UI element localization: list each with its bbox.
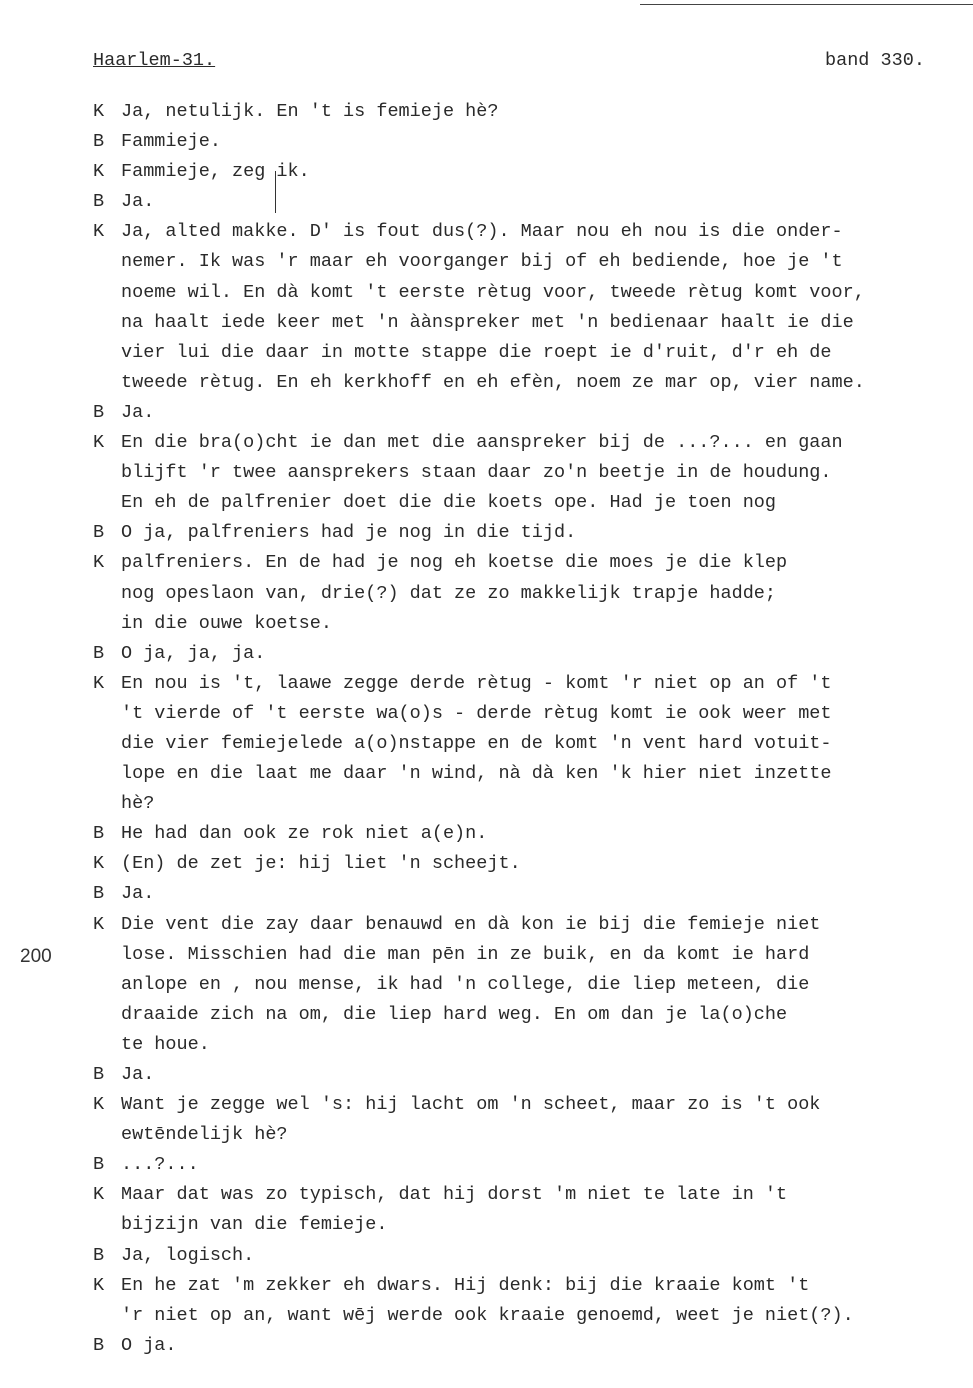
transcript-turn <box>93 639 953 669</box>
transcript-line: O ja, ja, ja. <box>121 642 266 664</box>
transcript <box>93 97 953 1361</box>
turn-text <box>121 1271 953 1331</box>
turn-text <box>121 187 953 217</box>
turn-text <box>121 1150 953 1180</box>
transcript-turn <box>93 1180 953 1240</box>
transcript-turn <box>93 428 953 518</box>
speaker-label: K <box>93 161 105 183</box>
speaker-label: K <box>93 913 105 935</box>
transcript-line: Fammieje. <box>121 131 221 153</box>
transcript-turn <box>93 1271 953 1331</box>
speaker-label: B <box>93 401 105 423</box>
speaker-label: K <box>93 1094 105 1116</box>
speaker-label: K <box>93 552 105 574</box>
speaker-label: K <box>93 672 105 694</box>
transcript-line: vier lui die daar in motte stappe die roept ie d'ruit, d'r eh de <box>121 341 832 363</box>
transcript-line: lose. Misschien had die man pēn in ze buik, en da komt ie hard <box>121 943 810 965</box>
transcript-line: nog opeslaon van, drie(?) dat ze zo makkelijk trapje hadde; <box>121 582 777 604</box>
speaker-label: B <box>93 1334 105 1356</box>
speaker-label: B <box>93 1064 105 1085</box>
transcript-line: Ja, logisch. <box>121 1244 255 1266</box>
speaker-label: B <box>93 131 105 153</box>
transcript-line: in die ouwe koetse. <box>121 612 332 634</box>
speaker-label: K <box>93 1184 105 1206</box>
transcript-line: 'r niet op an, want wēj werde ook kraaie genoemd, weet je niet(?). <box>121 1304 854 1326</box>
speaker-label: B <box>93 883 105 905</box>
transcript-line: hè? <box>121 793 155 815</box>
transcript-line: te houe. <box>121 1033 210 1055</box>
speaker-label: B <box>93 1244 105 1266</box>
transcript-line: die vier femiejelede a(o)nstappe en de komt 'n vent hard votuit- <box>121 732 832 754</box>
page-header-location <box>93 46 215 76</box>
transcript-turn <box>93 548 953 638</box>
transcript-turn <box>93 217 953 398</box>
transcript-turn <box>93 1060 953 1090</box>
turn-text <box>121 398 953 428</box>
transcript-line: bijzijn van die femieje. <box>121 1214 388 1236</box>
transcript-turn <box>93 187 953 217</box>
transcript-line: O ja. <box>121 1334 177 1356</box>
turn-text <box>121 1331 953 1361</box>
turn-text <box>121 127 953 157</box>
speaker-label: B <box>93 642 105 664</box>
speaker-label: K <box>93 221 105 243</box>
speaker-label: K <box>93 1274 105 1296</box>
turn-text <box>121 819 953 849</box>
transcript-line: Want je zegge wel 's: hij lacht om 'n scheet, maar zo is 't ook <box>121 1094 821 1116</box>
transcript-turn <box>93 1090 953 1150</box>
transcript-line: Die vent die zay daar benauwd en dà kon ie bij die femieje niet <box>121 913 821 935</box>
transcript-line: Ja, netulijk. En 't is femieje hè? <box>121 101 499 122</box>
transcript-turn <box>93 97 953 127</box>
turn-text <box>121 1180 953 1240</box>
transcript-line: nemer. Ik was 'r maar eh voorganger bij of eh bediende, hoe je 't <box>121 251 843 273</box>
transcript-turn <box>93 849 953 879</box>
transcript-line: Ja. <box>121 883 155 905</box>
transcript-line: Ja, alted makke. D' is fout dus(?). Maar nou eh nou is die onder- <box>121 221 843 243</box>
transcript-line: En eh de palfrenier doet die die koets ope. Had je toen nog <box>121 492 777 514</box>
top-rule <box>640 4 973 5</box>
transcript-turn <box>93 669 953 819</box>
turn-text <box>121 849 953 879</box>
transcript-line: draaide zich na om, die liep hard weg. En om dan je la(o)che <box>121 1003 788 1025</box>
transcript-line: Ja. <box>121 1064 155 1085</box>
transcript-line: O ja, palfreniers had je nog in die tijd. <box>121 522 577 544</box>
header-location-text: Haarlem-31. <box>93 50 216 71</box>
turn-text <box>121 669 953 819</box>
transcript-line: En nou is 't, laawe zegge derde rètug - komt 'r niet op an of 't <box>121 672 832 694</box>
speaker-label: B <box>93 191 105 213</box>
speaker-label: B <box>93 522 105 544</box>
turn-text <box>121 1060 953 1090</box>
transcript-line: He had dan ook ze rok niet a(e)n. <box>121 823 488 845</box>
transcript-turn <box>93 1150 953 1180</box>
transcript-turn <box>93 910 953 1060</box>
speaker-label: K <box>93 853 105 875</box>
transcript-turn <box>93 127 953 157</box>
turn-text <box>121 879 953 909</box>
turn-text <box>121 1090 953 1150</box>
transcript-line: blijft 'r twee aansprekers staan daar zo'n beetje in de houdung. <box>121 462 832 484</box>
turn-text <box>121 1241 953 1271</box>
transcript-line: anlope en , nou mense, ik had 'n college, die liep meteen, die <box>121 973 810 995</box>
transcript-turn <box>93 398 953 428</box>
transcript-turn <box>93 879 953 909</box>
turn-text <box>121 428 953 518</box>
transcript-turn <box>93 157 953 187</box>
turn-text <box>121 548 953 638</box>
speaker-label: B <box>93 1154 105 1176</box>
transcript-line: ewtēndelijk hè? <box>121 1124 288 1146</box>
transcript-turn <box>93 1331 953 1361</box>
page-header-tape: band 330. <box>825 50 925 71</box>
transcript-line: noeme wil. En dà komt 't eerste rètug voor, tweede rètug komt voor, <box>121 281 865 303</box>
turn-text <box>121 518 953 548</box>
turn-text <box>121 97 953 127</box>
transcript-line: lope en die laat me daar 'n wind, nà dà ken 'k hier niet inzette <box>121 763 832 785</box>
transcript-line: En die bra(o)cht ie dan met die aanspreker bij de ...?... en gaan <box>121 432 843 454</box>
transcript-turn <box>93 518 953 548</box>
margin-line-number: 200 <box>20 946 52 967</box>
transcript-line: Fammieje, zeg ik. <box>121 161 310 183</box>
speaker-label: B <box>93 823 105 845</box>
transcript-line: Ja. <box>121 191 155 213</box>
transcript-line: ...?... <box>121 1154 199 1176</box>
transcript-line: na haalt iede keer met 'n àànspreker met 'n bedienaar haalt ie die <box>121 311 854 333</box>
transcript-turn <box>93 819 953 849</box>
transcript-line: 't vierde of 't eerste wa(o)s - derde rètug komt ie ook weer met <box>121 702 832 724</box>
transcript-turn <box>93 1241 953 1271</box>
speaker-label: K <box>93 432 105 454</box>
transcript-line: palfreniers. En de had je nog eh koetse die moes je die klep <box>121 552 788 574</box>
turn-text <box>121 910 953 1060</box>
speaker-label: K <box>93 101 105 122</box>
transcript-line: Maar dat was zo typisch, dat hij dorst 'm niet te late in 't <box>121 1184 788 1206</box>
transcript-line: En he zat 'm zekker eh dwars. Hij denk: bij die kraaie komt 't <box>121 1274 810 1296</box>
turn-text <box>121 157 953 187</box>
transcript-line: Ja. <box>121 401 155 423</box>
transcript-line: (En) de zet je: hij liet 'n scheejt. <box>121 853 521 875</box>
turn-text <box>121 639 953 669</box>
turn-text <box>121 217 953 398</box>
transcript-line: tweede rètug. En eh kerkhoff en eh efèn, noem ze mar op, vier name. <box>121 371 865 393</box>
